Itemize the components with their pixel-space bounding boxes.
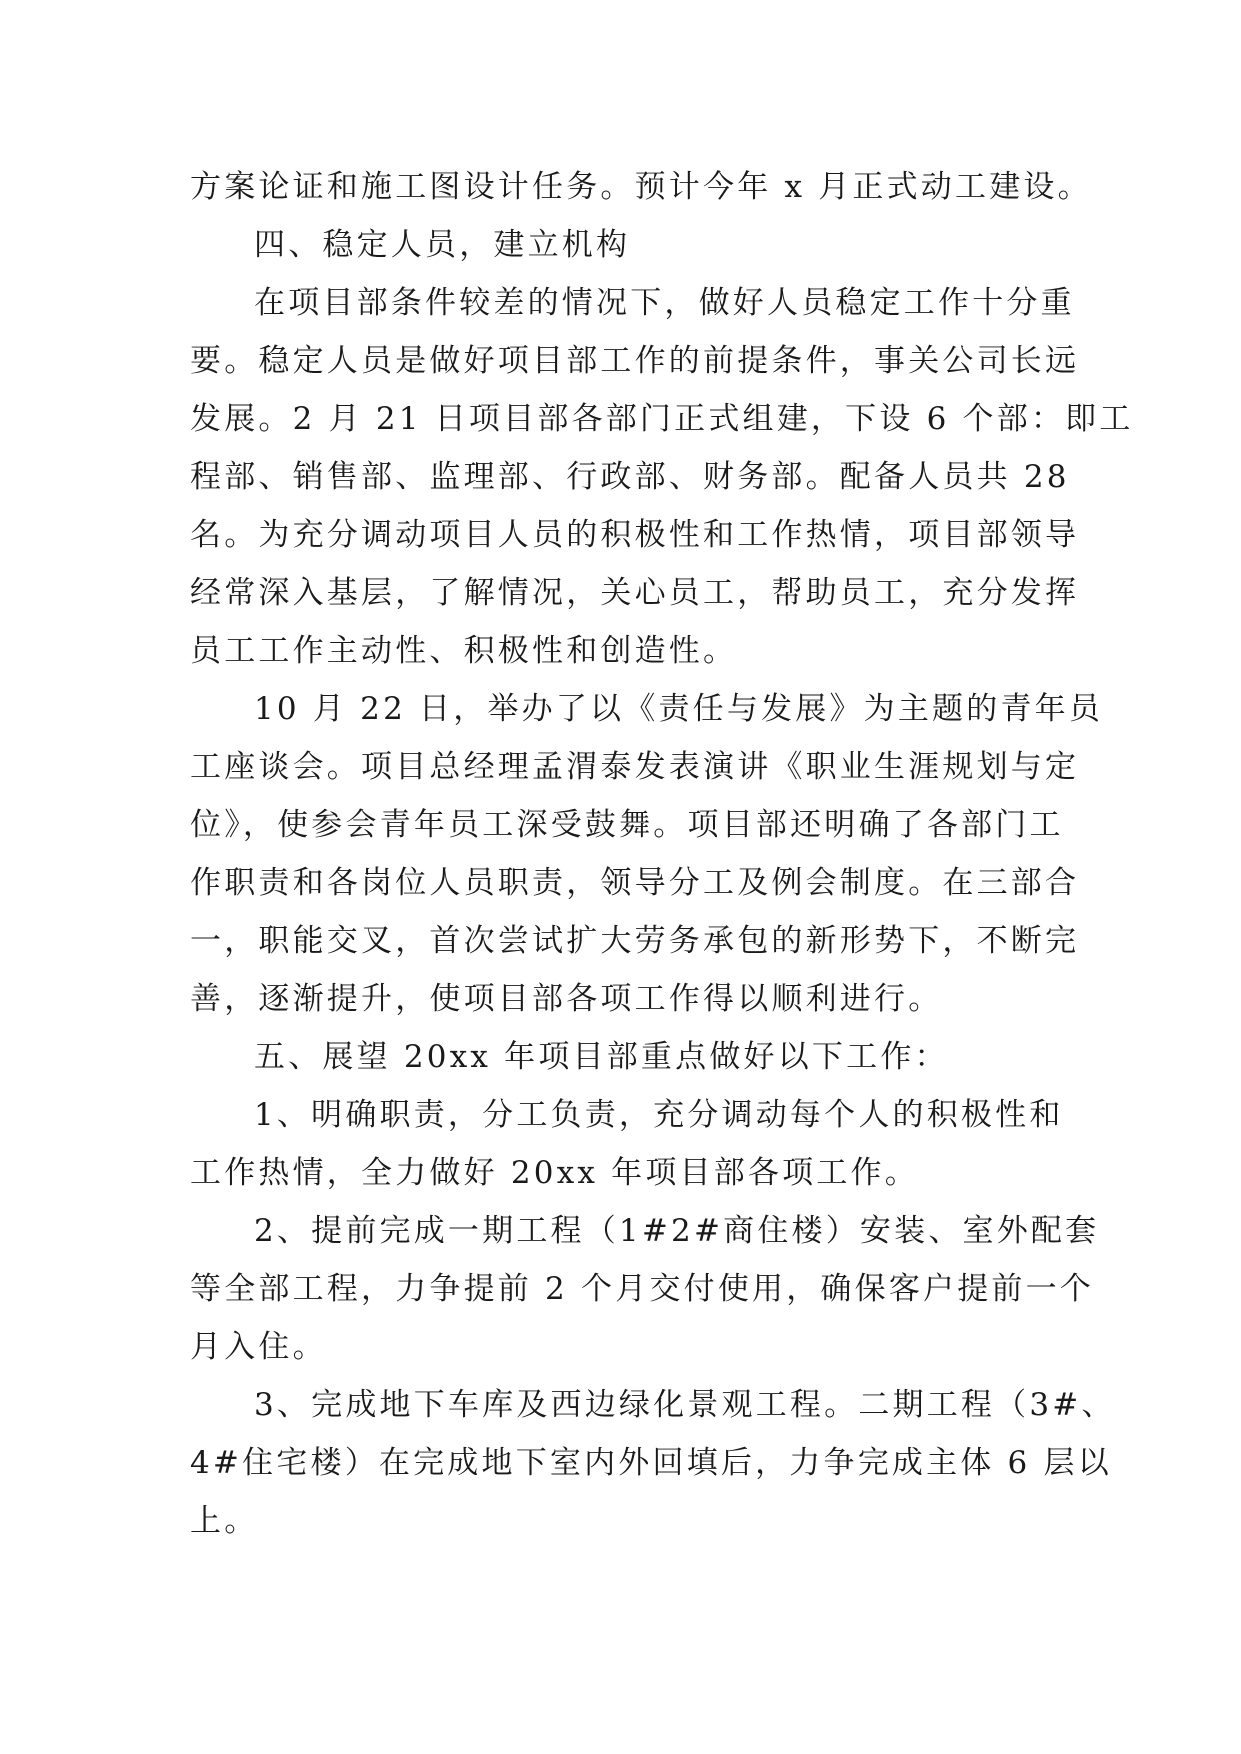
text-line: 位》，使参会青年员工深受鼓舞。项目部还明确了各部门工 xyxy=(190,807,1064,843)
text-line: 工座谈会。项目总经理孟渭泰发表演讲《职业生涯规划与定 xyxy=(190,749,1080,785)
text-line: 在项目部条件较差的情况下，做好人员稳定工作十分重 xyxy=(254,285,1075,321)
text-line: 上。 xyxy=(190,1503,259,1539)
text-line: 方案论证和施工图设计任务。预计今年 x 月正式动工建设。 xyxy=(190,169,1092,205)
text-line: 员工工作主动性、积极性和创造性。 xyxy=(190,633,738,669)
list-item: 2、提前完成一期工程（1#2#商住楼）安装、室外配套 xyxy=(254,1213,1100,1249)
text-line: 月入住。 xyxy=(190,1329,327,1365)
text-line: 作职责和各岗位人员职责，领导分工及例会制度。在三部合 xyxy=(190,865,1080,901)
section-heading: 五、展望 20xx 年项目部重点做好以下工作： xyxy=(254,1039,949,1075)
text-line: 4#住宅楼）在完成地下室内外回填后，力争完成主体 6 层以 xyxy=(190,1445,1112,1481)
section-heading: 四、稳定人员，建立机构 xyxy=(254,227,631,263)
text-line: 要。稳定人员是做好项目部工作的前提条件，事关公司长远 xyxy=(190,343,1080,379)
text-line: 发展。2 月 21 日项目部各部门正式组建，下设 6 个部：即工 xyxy=(190,401,1134,437)
text-line: 善，逐渐提升，使项目部各项工作得以顺利进行。 xyxy=(190,981,943,1017)
list-item: 1、明确职责，分工负责，充分调动每个人的积极性和 xyxy=(254,1097,1064,1133)
text-line: 经常深入基层，了解情况，关心员工，帮助员工，充分发挥 xyxy=(190,575,1080,611)
text-line: 等全部工程，力争提前 2 个月交付使用，确保客户提前一个 xyxy=(190,1271,1095,1307)
list-item: 3、完成地下车库及西边绿化景观工程。二期工程（3#、 xyxy=(254,1387,1116,1423)
text-line: 工作热情，全力做好 20xx 年项目部各项工作。 xyxy=(190,1155,919,1191)
text-line: 名。为充分调动项目人员的积极性和工作热情，项目部领导 xyxy=(190,517,1080,553)
text-line: 10 月 22 日，举办了以《责任与发展》为主题的青年员 xyxy=(254,691,1104,727)
text-line: 一，职能交叉，首次尝试扩大劳务承包的新形势下，不断完 xyxy=(190,923,1080,959)
text-line: 程部、销售部、监理部、行政部、财务部。配备人员共 28 xyxy=(190,459,1070,495)
